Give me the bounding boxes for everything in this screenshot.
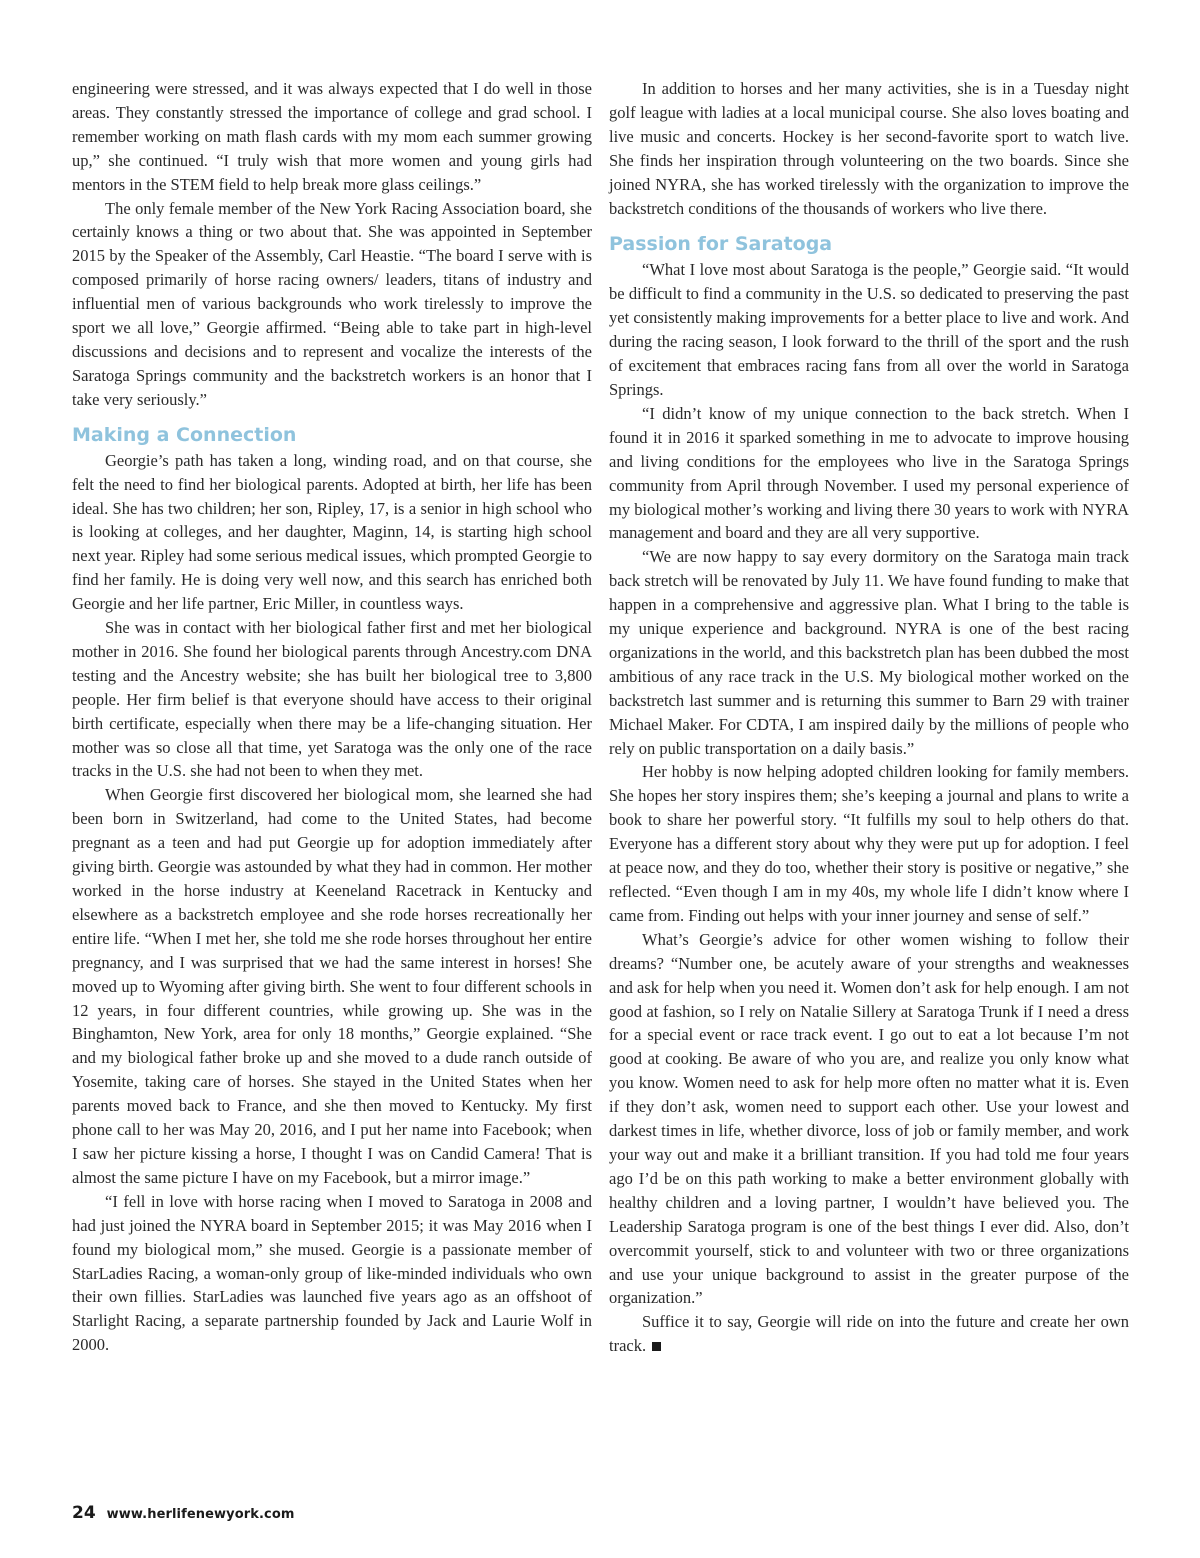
body-paragraph: “What I love most about Saratoga is the people,” Georgie said. “It would be difficult to find a community in the U.S. so dedicated to preserving the past yet consistently making improvements for a better place to live and work. And during the racing season, I look forward to the thrill of the sport and the rush of excitement that embraces racing fans from all over the world in Saratoga Springs.: [609, 260, 1129, 399]
body-paragraph: Georgie’s path has taken a long, winding road, and on that course, she felt the need to find her biological parents. Adopted at birth, her life has been ideal. She has two children; her son, Ripley, 17, is a senior in high school who is looking at colleges, and her daughter, Maginn, 14, is starting high school next year. Ripley had some serious medical issues, which prompted Georgie to find her family. He is doing very well now, and this search has enriched both Georgie and her life partner, Eric Miller, in countless ways.: [72, 450, 592, 614]
body-paragraph: She was in contact with her biological father first and met her biological mother in 2016. She found her biological parents through Ancestry.com DNA testing and the Ancestry website; she has built her biological tree to 3,800 people. Her firm belief is that everyone should have access to their original birth certificate, especially when there may be a life-changing situation. Her mother was so close all that time, yet Saratoga was the only one of the race tracks in the U.S. she had not been to when they met.: [72, 618, 592, 781]
body-paragraph: “We are now happy to say every dormitory on the Saratoga main track back stretch will be renovated by July 11. We have found funding to make that happen in a comprehensive and aggressive plan. What I bring to the table is my unique experience and background. NYRA is one of the best racing organizations in the world, and this backstretch plan has been dubbed the most ambitious of any race track in the U.S. My biological mother worked on the backstretch last summer and is returning this summer to Barn 29 with trainer Michael Maker. For CDTA, I am inspired daily by the millions of people who rely on public transportation on a daily basis.”: [609, 547, 1129, 758]
page-footer: [72, 1503, 295, 1523]
closing-text: Suffice it to say, Georgie will ride on into the future and create her own track.: [609, 1312, 1129, 1356]
closing-paragraph: [609, 1310, 1129, 1358]
left-column: [72, 77, 592, 1357]
right-column: [609, 77, 1129, 1358]
body-paragraph: What’s Georgie’s advice for other women wishing to follow their dreams? “Number one, be acutely aware of your strengths and weaknesses and ask for help when you need it. Women don’t ask for help enough. I am not good at fashion, so I rely on Natalie Sillery at Saratoga Trunk if I need a dress for a special event or race track event. I go out to eat a lot because I’m not good at cooking. Be aware of who you are, and realize you only know what you know. Women need to ask for help more often no matter what it is. Even if they don’t ask, women need to support each other. Use your lowest and darkest times in life, whether divorce, loss of job or family member, and work your way out and make it a brilliant transition. If you had told me four years ago I’d be on this path working to make a better environment globally with healthy children and a loving partner, I wouldn’t have believed you. The Leadership Saratoga program is one of the best things I ever did. Also, don’t overcommit yourself, stick to and volunteer with two or three organizations and use your unique background to assist in the greater purpose of the organization.”: [609, 929, 1129, 1308]
body-paragraph: engineering were stressed, and it was always expected that I do well in those areas. They constantly stressed the importance of college and grad school. I remember working on math flash cards with my mom each summer growing up,” she continued. “I truly wish that more women and young girls had mentors in the STEM field to help break more glass ceilings.”: [72, 79, 592, 194]
body-paragraph: “I fell in love with horse racing when I moved to Saratoga in 2008 and had just joined the NYRA board in September 2015; it was May 2016 when I found my biological mom,” she mused. Georgie is a passionate member of StarLadies Racing, a woman-only group of like-minded individuals who own their own fillies. StarLadies was launched five years ago as an offshoot of Starlight Racing, a separate partnership founded by Jack and Laurie Wolf in 2000.: [72, 1191, 592, 1355]
page-number: 24: [72, 1503, 96, 1523]
body-paragraph: When Georgie first discovered her biological mom, she learned she had been born in Switzerland, had come to the United States, had become pregnant as a teen and had put Georgie up for adoption immediately after giving birth. Georgie was astounded by what they had in common. Her mother worked in the horse industry at Keeneland Racetrack in Kentucky and elsewhere as a backstretch employee and she rode horses recreationally her entire life. “When I met her, she told me she rode horses throughout her entire pregnancy, and I was surprised that we had the same interest in horses! She moved up to Wyoming after giving birth. She went to four different schools in 12 years, in four different countries, while growing up. She was in the Binghamton, New York, area for only 18 months,” Georgie explained. “She and my biological father broke up and she moved to a dude ranch outside of Yosemite, taking care of horses. She stayed in the United States when her parents moved back to France, and she then moved to Kentucky. My first phone call to her was May 20, 2016, and I put her name into Facebook; when I saw her picture kissing a horse, I thought I was on Candid Camera! That is almost the same picture I have on my Facebook, but a mirror image.”: [72, 785, 592, 1187]
body-paragraph: “I didn’t know of my unique connection to the back stretch. When I found it in 2016 it sparked something in me to advocate to improve housing and living conditions for the employees who live in the Saratoga Springs community from April through November. I used my personal experience of my biological mother’s working and living there 30 years to work with NYRA management and board and they are all very supportive.: [609, 403, 1129, 543]
body-paragraph: The only female member of the New York Racing Association board, she certainly knows a thing or two about that. She was appointed in September 2015 by the Speaker of the Assembly, Carl Heastie. “The board I serve with is composed primarily of horse racing owners/ leaders, titans of industry and influential men of various backgrounds who work tirelessly to improve the sport we all love,” Georgie affirmed. “Being able to take part in high-level discussions and decisions and to represent and vocalize the interests of the Saratoga Springs community and the backstretch workers is an honor that I take very seriously.”: [72, 198, 592, 409]
body-paragraph: Her hobby is now helping adopted children looking for family members. She hopes her story inspires them; she’s keeping a journal and plans to write a book to share her powerful story. “It fulfills my soul to help others do that. Everyone has a different story about why they were put up for adoption. I feel at peace now, and they do too, whether their story is positive or negative,” she reflected. “Even though I am in my 40s, my whole life I didn’t know where I came from. Finding out helps with your inner journey and sense of self.”: [609, 762, 1129, 925]
section-heading-passion-for-saratoga: Passion for Saratoga: [609, 233, 833, 256]
body-paragraph: In addition to horses and her many activities, she is in a Tuesday night golf league with ladies at a local municipal course. She also loves boating and live music and concerts. Hockey is her second-favorite sport to watch live. She finds her inspiration through volunteering on the two boards. Since she joined NYRA, she has worked tirelessly with the organization to improve the backstretch conditions of the thousands of workers who live there.: [609, 79, 1129, 218]
end-of-article-square-icon: [652, 1342, 661, 1351]
section-heading-making-a-connection: Making a Connection: [72, 423, 297, 446]
footer-website-url: www.herlifenewyork.com: [106, 1507, 295, 1522]
